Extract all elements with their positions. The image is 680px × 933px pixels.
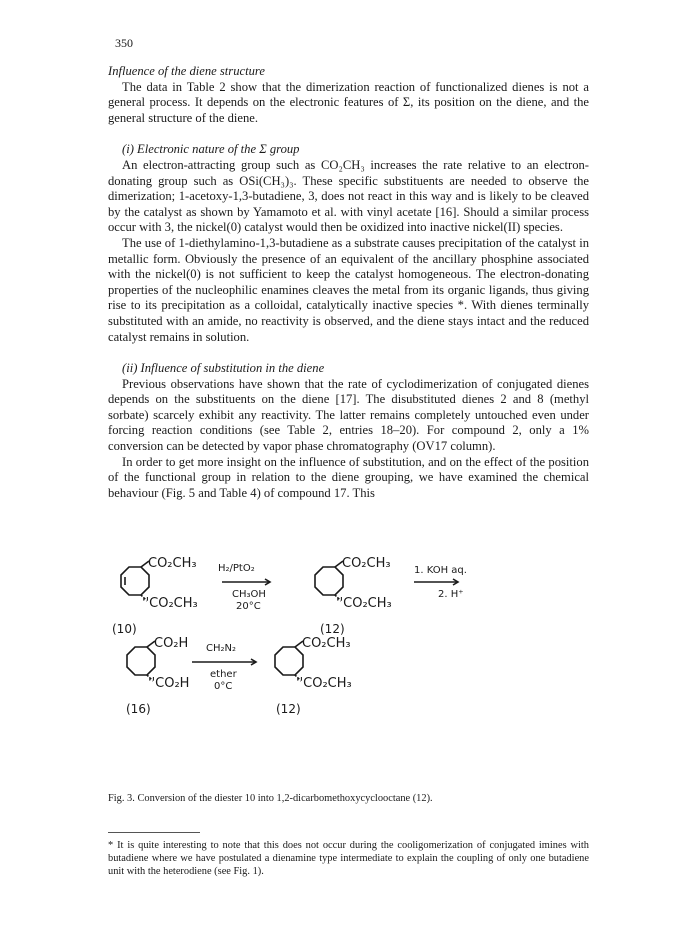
subsection-i-heading: (i) Electronic nature of the Σ group: [122, 142, 300, 157]
intro-paragraph: The data in Table 2 show that the dimerization reaction of functionalized dienes is not a general process. It depends on the electronic features of Σ, its position on the diene, and the general structure of the diene.: [108, 79, 589, 125]
subsection-ii-heading: (ii) Influence of substitution in the diene: [122, 361, 325, 376]
footnote: * It is quite interesting to note that this does not occur during the cooligomerization of conjugated imines with butadiene where we have postulated a dienamine type intermediate to explain the coupling of only one butadiene unit with the heterodiene (see Fig. 1).: [108, 840, 589, 877]
reaction-scheme: [108, 555, 589, 805]
substituent-12b-bottom: ''CO₂CH₃: [296, 676, 352, 691]
reagent-h2-pto2: H₂/PtO₂: [218, 563, 255, 574]
substituent-12b-top: CO₂CH₃: [302, 636, 351, 651]
substituent-12a-bottom: ''CO₂CH₃: [336, 596, 392, 611]
section-heading: Influence of the diene structure: [108, 64, 265, 78]
cyclooctane-ring-12a: [315, 567, 343, 595]
substituent-16-top: CO₂H: [154, 636, 189, 651]
body-text: [108, 64, 589, 501]
reagent-temp-0c: 0°C: [214, 681, 233, 692]
label-12b: (12): [276, 702, 301, 716]
reagent-koh: 1. KOH aq.: [414, 565, 467, 576]
subsection-i-paragraph-2: The use of 1-diethylamino-1,3-butadiene as a substrate causes precipitation of the catalyst in metallic form. Obviously the presence of an equivalent of the ancillary phosphine associated with the nickel(0) is not sufficient to keep the catalyst homogeneous. The electron-donating properties of the nucleophilic enamines cleaves the metal from its organic ligands, thus giving rise to its precipitation as a colloidal, catalytically inactive species *. With dienes terminally substituted with an amide, no reactivity is observed, and the diene stays intact and the reduced catalyst remains in solution.: [108, 235, 589, 344]
reagent-diazomethane: CH₂N₂: [206, 643, 236, 654]
subsection-ii-paragraph-2: In order to get more insight on the influence of substitution, and on the effect of the position of the functional group in relation to the diene grouping, we have examined the chemical behaviour (Fig. 5 and Table 4) of compound 17. This: [108, 454, 589, 500]
reagent-temp-20c: 20°C: [236, 601, 261, 612]
reagent-ether: ether: [210, 669, 237, 680]
reagent-methanol: CH₃OH: [232, 589, 266, 600]
substituent-10-top: CO₂CH₃: [148, 556, 197, 571]
page-number: 350: [115, 36, 133, 50]
subsection-i-paragraph-1: An electron-attracting group such as CO₂CH₃ increases the rate relative to an electron-donating group such as OSi(CH₃)₃. These specific substituents are needed to observe the dimerization; 1-acetoxy-1,3-butadiene, 3, does not react in this way and is likely to be cleaved by the catalyst as shown by Yamamoto et al. with vinyl acetate [16]. Should a similar process occur with 3, the nickel(0) catalyst would then be oxidized into inactive nickel(II) species.: [108, 157, 589, 235]
reaction-scheme-drawing: [108, 555, 589, 795]
figure-caption: Fig. 3. Conversion of the diester 10 into 1,2-dicarbomethoxycyclooctane (12).: [108, 793, 433, 804]
substituent-12a-top: CO₂CH₃: [342, 556, 391, 571]
label-10: (10): [112, 622, 137, 636]
footnote-divider: [108, 832, 200, 833]
cyclooctane-ring-16: [127, 647, 155, 675]
subsection-ii-paragraph-1: Previous observations have shown that the rate of cyclodimerization of conjugated dienes depends on the substituents on the diene [17]. The disubstituted dienes 2 and 8 (methyl sorbate) scarcely exhibit any reactivity. The latter remains completely untouched even under forcing reaction conditions (see Table 2, entries 18–20). For compound 2, only a 1% conversion can be detected by vapor phase chromatography (OV17 column).: [108, 376, 589, 454]
substituent-10-bottom: ''CO₂CH₃: [142, 596, 198, 611]
label-16: (16): [126, 702, 151, 716]
label-12a: (12): [320, 622, 345, 636]
reagent-acid: 2. H⁺: [438, 589, 464, 600]
substituent-16-bottom: ''CO₂H: [148, 676, 190, 691]
cyclooctane-ring-12b: [275, 647, 303, 675]
